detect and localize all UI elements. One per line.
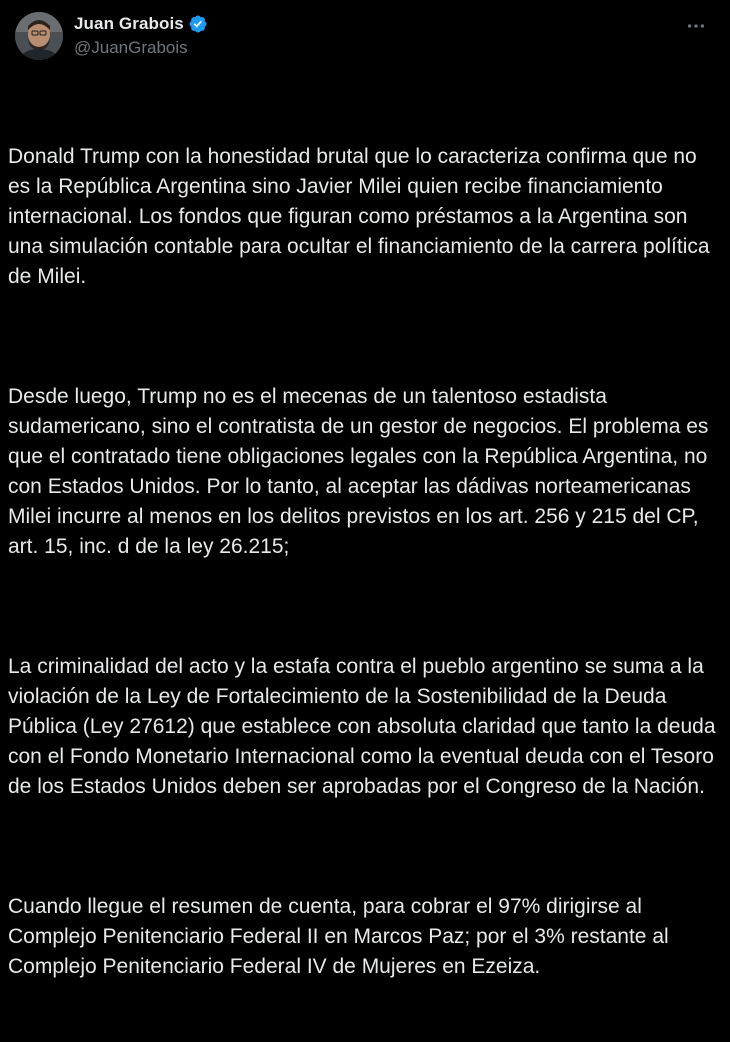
tweet-paragraph: La criminalidad del acto y la estafa contra el pueblo argentino se suma a la violación de la Ley de Fortalecimiento de la Sostenibilidad de la Deuda Pública (Ley 27612) que establece con absoluta claridad que tanto la deuda con el Fondo Monetario Internacional como la eventual deuda con el Tesoro de los Estados Unidos deben ser aprobadas por el Congreso de la Nación. [8,655,722,798]
tweet-paragraph: Donald Trump con la honestidad brutal que lo caracteriza confirma que no es la República Argentina sino Javier Milei quien recibe financiamiento internacional. Los fondos que figuran como préstamos a la Argentina son una simulación contable para ocultar el financiamiento de la carrera política de Milei. [8,145,716,288]
author-display-name[interactable]: Juan Grabois [74,14,184,33]
more-dots-icon [685,15,707,37]
avatar-image [15,12,63,60]
tweet-text [8,66,720,1042]
author-handle[interactable]: @JuanGrabois [74,38,188,57]
tweet-header [8,0,714,66]
tweet-paragraph: Cuando llegue el resumen de cuenta, para cobrar el 97% dirigirse al Complejo Penitenciario Federal II en Marcos Paz; por el 3% restante al Complejo Penitenciario Federal IV de Mujeres en Ezeiza. [8,895,675,978]
verified-badge-icon [188,14,208,34]
avatar[interactable] [15,12,63,60]
name-row [74,13,208,35]
author-names [74,13,208,58]
tweet-paragraph: Desde luego, Trump no es el mecenas de un talentoso estadista sudamericano, sino el contratista de un gestor de negocios. El problema es que el contratado tiene obligaciones legales con la República Argentina, no con Estados Unidos. Por lo tanto, al aceptar las dádivas norteamericanas Milei incurre al menos en los delitos previstos en los art. 256 y 215 del CP, art. 15, inc. d de la ley 26.215; [8,385,715,558]
more-button[interactable] [682,16,710,36]
